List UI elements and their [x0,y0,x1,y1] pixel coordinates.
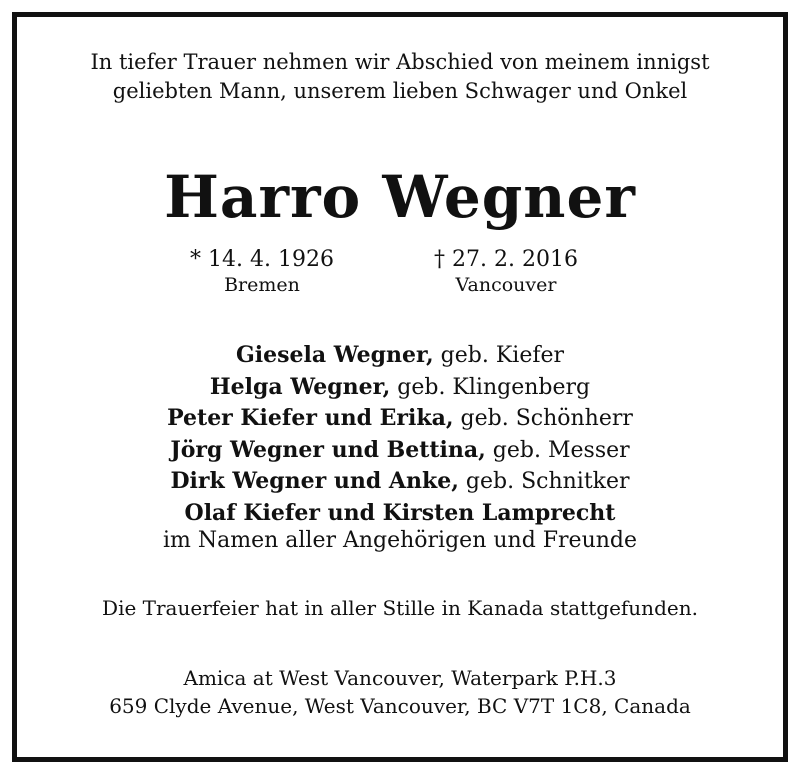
mourner-line [0,435,800,467]
address-block [0,664,800,720]
intro-text [0,48,800,106]
mourner-maiden-name: geb. Kiefer [433,343,565,368]
death-date: † 27. 2. 2016 [434,247,578,272]
deceased-name: Harro Wegner [164,163,636,231]
mourner-line [0,498,800,530]
birth-place: Bremen [224,274,300,296]
mourner-maiden-name: geb. Schönherr [453,406,633,432]
mourner-name: Helga Wegner, [209,373,391,400]
mourner-maiden-name: geb. Klingenberg [390,374,591,400]
birth-info [152,246,372,296]
address-line-1: Amica at West Vancouver, Waterpark P.H.3 [183,666,617,690]
mourner-name: Giesela Wegner, [235,342,434,368]
birth-date: * 14. 4. 1926 [190,247,334,272]
mourner-name: Jörg Wegner und Bettina, [170,436,486,463]
on-behalf-line: im Namen aller Angehörigen und Freunde [162,528,638,553]
life-dates [0,246,800,302]
mourner-line [0,340,800,372]
death-info [396,246,616,296]
mourner-name: Peter Kiefer und Erika, [167,405,454,432]
mourner-maiden-name: geb. Schnitker [458,469,630,495]
mourner-line [0,466,800,498]
ceremony-notice: Die Trauerfeier hat in aller Stille in Kanada stattgefunden. [102,596,698,620]
intro-line-1: In tiefer Trauer nehmen wir Abschied von meinem innigst [90,50,710,74]
mourner-maiden-name: geb. Messer [485,437,630,463]
mourner-name: Olaf Kiefer und Kirsten Lamprecht [184,499,616,526]
mourner-line [0,403,800,435]
intro-line-2: geliebten Mann, unserem lieben Schwager und Onkel [112,79,688,103]
mourners-list [0,340,800,530]
address-line-2: 659 Clyde Avenue, West Vancouver, BC V7T 1C8, Canada [109,694,691,718]
mourner-name: Dirk Wegner und Anke, [170,468,459,495]
death-place: Vancouver [455,274,557,296]
mourner-line [0,372,800,404]
